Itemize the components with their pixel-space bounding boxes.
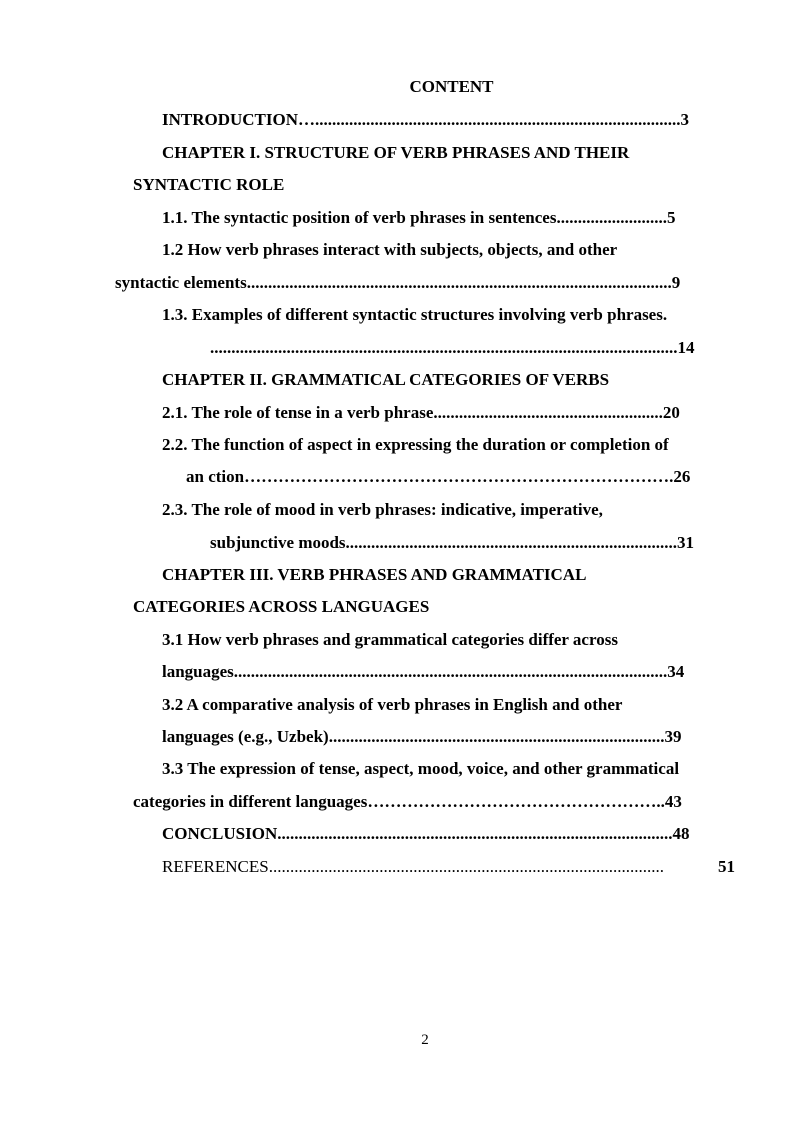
toc-entry-3-3-line-1: 3.3 The expression of tense, aspect, mood, voice, and other grammatical	[162, 759, 680, 778]
toc-entry-1-2-line-2: syntactic elements....................................................................................................9	[115, 273, 681, 292]
toc-entry-introduction: INTRODUCTION…......................................................................................3	[162, 110, 690, 129]
toc-chapter-3-line-2: CATEGORIES ACROSS LANGUAGES	[133, 597, 430, 616]
page-number: 2	[421, 1032, 429, 1048]
toc-entry-3-1-line-1: 3.1 How verb phrases and grammatical categories differ across	[162, 630, 618, 649]
toc-entry-3-2-line-1: 3.2 A comparative analysis of verb phrases in English and other	[162, 695, 623, 714]
references-label: REFERENCES.............................................................................................	[162, 857, 664, 876]
toc-entry-2-3-line-2: subjunctive moods..............................................................................31	[210, 533, 695, 552]
toc-entry-references	[162, 856, 744, 878]
toc-entry-2-2-line-1: 2.2. The function of aspect in expressing the duration or completion of	[162, 435, 669, 454]
toc-entry-1-2-line-1: 1.2 How verb phrases interact with subjects, objects, and other	[162, 240, 618, 259]
toc-entry-conclusion: CONCLUSION.............................................................................................48	[162, 824, 690, 843]
toc-entry-2-1: 2.1. The role of tense in a verb phrase......................................................20	[162, 403, 680, 422]
toc-entry-1-3-line-2: ..............................................................................................................14	[210, 338, 695, 357]
toc-chapter-1-line-2: SYNTACTIC ROLE	[133, 175, 285, 194]
toc-entry-1-1: 1.1. The syntactic position of verb phrases in sentences..........................5	[162, 208, 676, 227]
toc-entry-3-2-line-2: languages (e.g., Uzbek)...............................................................................39	[162, 727, 682, 746]
toc-entry-2-3-line-1: 2.3. The role of mood in verb phrases: indicative, imperative,	[162, 500, 603, 519]
toc-entry-2-2-line-2: an ction………………………………………………………………….26	[186, 467, 691, 486]
toc-chapter-3-line-1: CHAPTER III. VERB PHRASES AND GRAMMATICAL	[162, 565, 587, 584]
toc-chapter-1-line-1: CHAPTER I. STRUCTURE OF VERB PHRASES AND THEIR	[162, 143, 630, 162]
toc-title: CONTENT	[409, 77, 494, 96]
toc-entry-3-3-line-2: categories in different languages……………………………………………..43	[133, 792, 682, 811]
toc-chapter-2: CHAPTER II. GRAMMATICAL CATEGORIES OF VERBS	[162, 370, 610, 389]
toc-entry-1-3-line-1: 1.3. Examples of different syntactic structures involving verb phrases.	[162, 305, 668, 324]
references-page: 51	[718, 857, 735, 876]
toc-entry-3-1-line-2: languages......................................................................................................34	[162, 662, 685, 681]
